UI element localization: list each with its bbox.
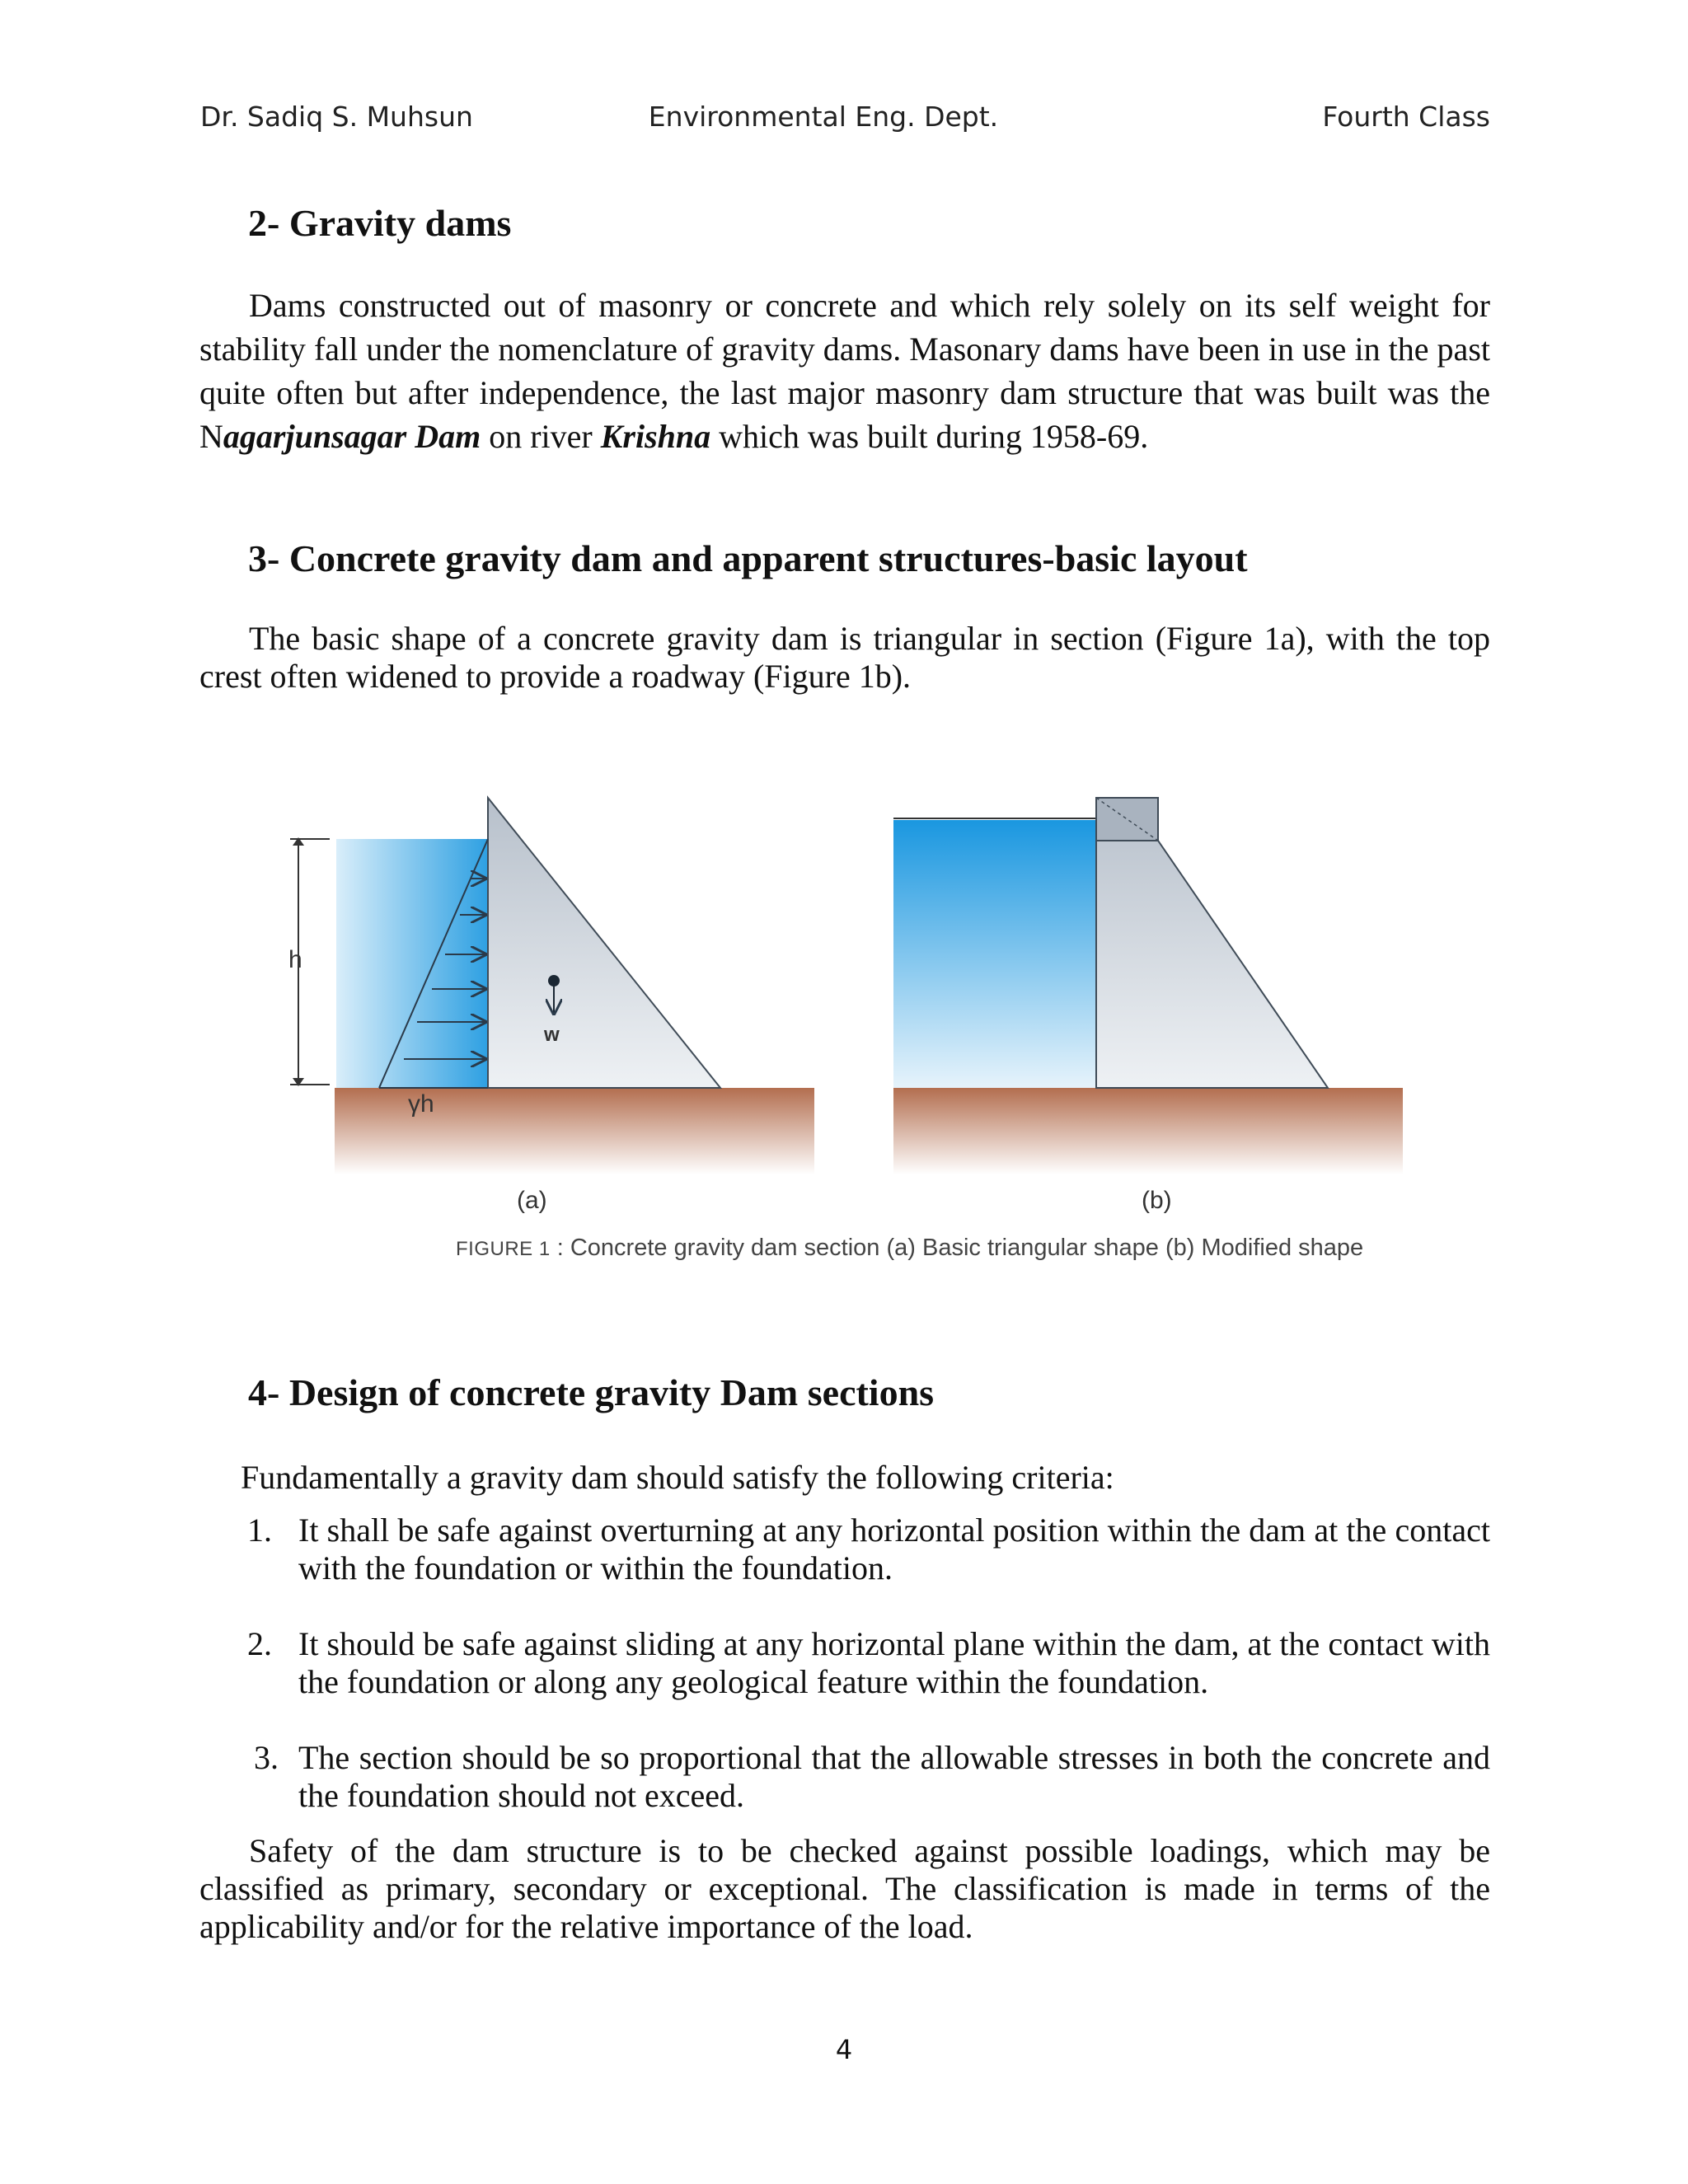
section-2-heading: 2- Gravity dams [248,202,512,244]
foundation-b [893,1088,1403,1174]
criteria-item-2: 2. It should be safe against sliding at any horizontal plane within the dam, at the contact with the foundation or along any geological feature within the foundation. [247,1625,1490,1700]
criteria-item-1: 1. It shall be safe against overturning at any horizontal position within the dam at the contact with the foundation or within the foundation. [247,1511,1490,1586]
section-3-paragraph: The basic shape of a concrete gravity dam is triangular in section (Figure 1a), with the top crest often widened to provide a roadway (Figure 1b). [199,620,1490,695]
header-department: Environmental Eng. Dept. [648,101,999,133]
section-2-paragraph: Dams constructed out of masonry or concrete and which rely solely on its self weight for stability fall under the nomenclature of gravity dams. Masonary dams have been in use in the past quite often but after independence, the last major masonry dam structure that was built was the Nagarjunsagar Dam on river Krishna which was built during 1958-69. [199,287,1490,455]
header-author: Dr. Sadiq S. Muhsun [200,101,473,133]
label-gamma-h: γh [408,1090,434,1118]
dam-section-diagram [272,775,1442,1277]
reservoir-a [336,839,488,1088]
figure-caption: FIGURE 1 : Concrete gravity dam section (a) Basic triangular shape (b) Modified shape [456,1235,1364,1261]
criteria-item-3: 3. The section should be so proportional that the allowable stresses in both the concrete and the foundation should not exceed. [254,1739,1490,1814]
section-3-heading: 3- Concrete gravity dam and apparent structures-basic layout [248,537,1248,579]
label-w: w [544,1024,560,1046]
header-class: Fourth Class [1322,101,1490,133]
figure-1 [272,775,1442,1277]
figure-a [290,798,814,1174]
figure-b [893,798,1403,1174]
closing-paragraph: Safety of the dam structure is to be checked against possible loadings, which may be classified as primary, secondary or exceptional. The classification is made in terms of the applicability and/or for the relative importance of the load. [199,1832,1490,1945]
crest-roadway [1096,798,1158,841]
river-name: Krishna [600,418,711,455]
foundation-a [335,1088,814,1174]
page-number: 4 [835,2034,853,2065]
centroid-point [548,975,560,987]
reservoir-b [893,820,1104,1088]
dam-triangle-a [488,798,720,1088]
subfigure-b-label: (b) [1142,1187,1172,1214]
dam-name: agarjunsagar Dam [223,418,481,455]
subfigure-a-label: (a) [517,1187,547,1214]
label-h: h [288,946,302,973]
criteria-intro: Fundamentally a gravity dam should satisfy the following criteria: [241,1459,1114,1496]
section-4-heading: 4- Design of concrete gravity Dam sections [248,1371,935,1413]
